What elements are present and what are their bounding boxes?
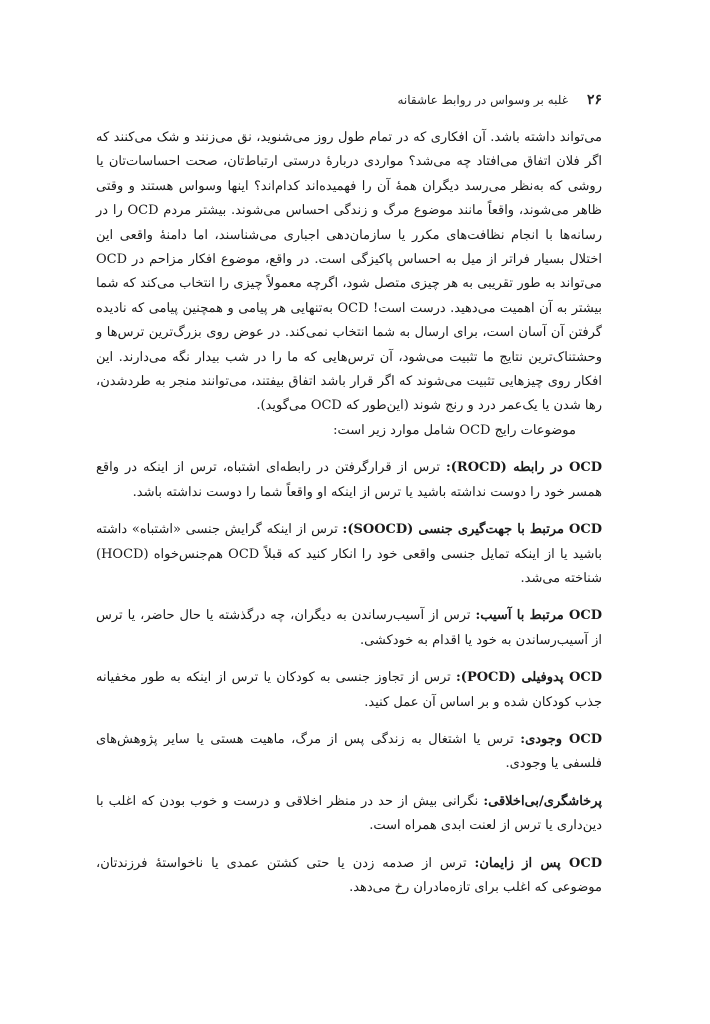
item-term: OCD پدوفیلی (POCD): [456, 670, 603, 686]
item-term: پرخاشگری/بی‌اخلاقی: [483, 793, 602, 809]
item-text: ترس از قرارگرفتن در رابطه‌ای اشتباه، ترس از اینکه در واقع همسر خود را دوست نداشته باشید یا ترس از اینکه او واقعاً شما را دوست نداشته باشد. [96, 460, 602, 500]
list-item [96, 728, 602, 777]
list-intro: موضوعات رایج OCD شامل موارد زیر است: [333, 422, 576, 438]
list-item [96, 666, 602, 715]
item-term: OCD در رابطه (ROCD): [445, 460, 603, 476]
lead-paragraph: می‌تواند داشته باشد. آن افکاری که در تمام طول روز می‌شنوید، نق می‌زنند و شک می‌کنند که اگر فلان اتفاق می‌افتاد چه می‌شد؟ مواردی دربارهٔ درستی ارتباط‌تان، صحت احساسات‌تان یا روشی که به‌نظر می‌رسد دیگران همهٔ آن را فهمیده‌اند کدام‌اند؟ اینها وسواس هستند و وقتی ظاهر می‌شوند، واقعاً مانند موضوع مرگ و زندگی احساس می‌شوند. بیشتر مردم OCD را در رسانه‌ها با انجام نظافت‌های مکرر یا سازمان‌دهی اجباری می‌شناسند، اما دامنهٔ واقعی این اختلال بسیار فراتر از میل به احساس پاکیزگی است. در واقع، موضوع افکار مزاحم در OCD می‌تواند به طور تقریبی به هر چیزی متصل شود، اگرچه معمولاً چیزی را انتخاب می‌کند که شما بیشتر به آن اهمیت می‌دهید. درست است! OCD به‌تنهایی هر پیامی و همچنین پیامی که نادیده گرفتن آن آسان است، برای ارسال به شما انتخاب نمی‌کند. در عوض روی بزرگ‌ترین ترس‌ها و وحشتناک‌ترین نتایج ما تثبیت می‌شود، آن ترس‌هایی که ما را در شب بیدار نگه می‌دارند. این افکار روی چیزهایی تثبیت می‌شوند که اگر قرار باشد اتفاق بیفتند، می‌توانند منجر به طردشدن، رها شدن یا یک‌عمر درد و رنج شوند (این‌طور که OCD می‌گوید). [96, 130, 602, 414]
item-text: ترس از صدمه زدن یا حتی کشتن عمدی یا ناخواستهٔ فرزندتان، موضوعی که اغلب برای تازه‌مادران رخ می‌دهد. [96, 855, 602, 895]
item-term: OCD پس از زایمان: [474, 855, 602, 871]
page-header [96, 92, 602, 114]
item-text: ترس از اینکه گرایش جنسی «اشتباه» داشته باشید یا از اینکه تمایل جنسی واقعی خود را انکار کنید که قبلاً OCD هم‌جنس‌خواه (HOCD) شناخته می‌شد. [96, 522, 602, 586]
list-item [96, 790, 602, 839]
list-item [96, 456, 602, 505]
item-term: OCD مرتبط با جهت‌گیری جنسی (SOOCD): [342, 522, 602, 538]
list-item [96, 518, 602, 591]
item-text: ترس از تجاوز جنسی به کودکان یا ترس از اینکه به طور مخفیانه جذب کودکان شده و بر اساس آن عمل کنید. [96, 670, 602, 710]
item-term: OCD مرتبط با آسیب: [475, 608, 602, 624]
item-text: ترس یا اشتغال به زندگی پس از مرگ، ماهیت هستی یا سایر پژوهش‌های فلسفی یا وجودی. [96, 731, 602, 772]
item-term: OCD وجودی: [520, 731, 602, 747]
page-body [96, 126, 602, 900]
item-text: نگرانی بیش از حد در منظر اخلاقی و درست و خوب بودن که اغلب با دین‌داری یا ترس از لعنت ابدی همراه است. [96, 793, 602, 834]
list-item [96, 852, 602, 901]
item-text: ترس از آسیب‌رساندن به دیگران، چه درگذشته یا حال حاضر، یا ترس از آسیب‌رساندن به خود یا اقدام به خودکشی. [96, 608, 602, 648]
list-item [96, 604, 602, 653]
page-number: ۲۶ [586, 92, 602, 108]
running-title: غلبه بر وسواس در روابط عاشقانه [397, 93, 568, 107]
